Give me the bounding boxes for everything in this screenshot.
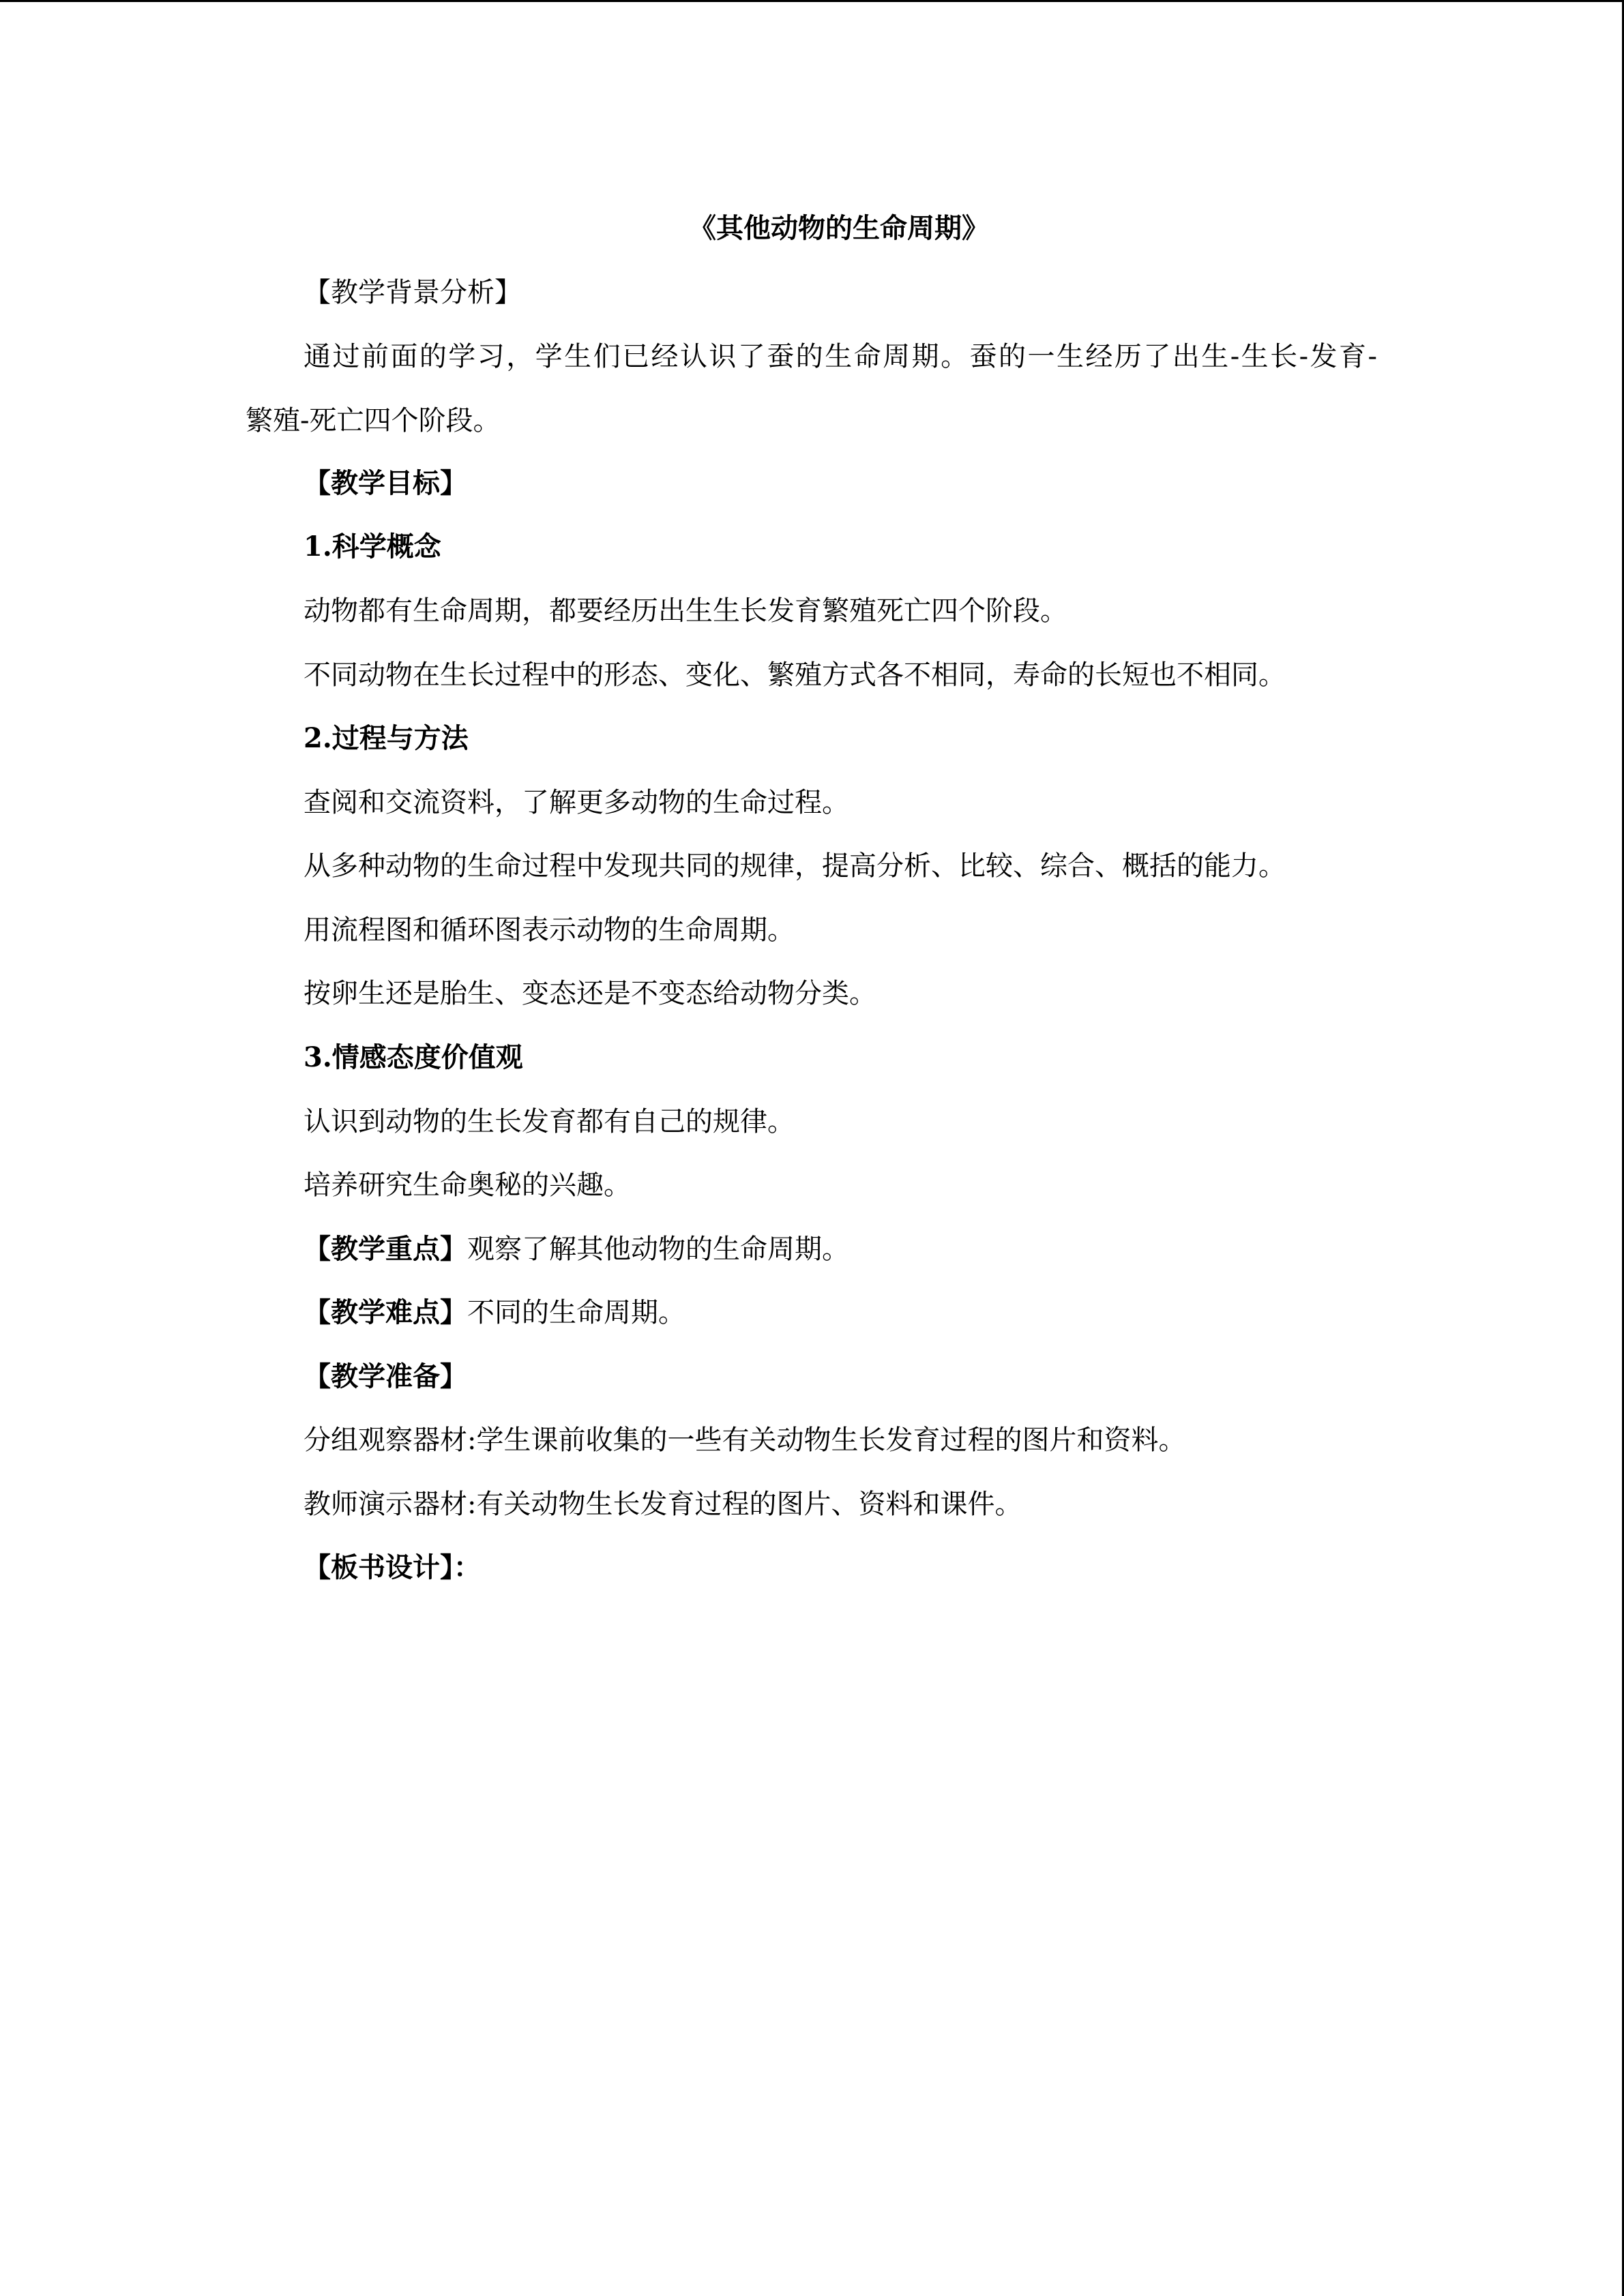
goals-heading: 【教学目标】: [304, 467, 467, 499]
prep-heading: 【教学准备】: [304, 1360, 467, 1392]
goal1-heading: 1.科学概念: [304, 531, 441, 563]
goal1-item: 动物都有生命周期，都要经历出生生长发育繁殖死亡四个阶段。: [304, 595, 1067, 627]
goal2-item: 查阅和交流资料，了解更多动物的生命过程。: [304, 787, 849, 818]
goal2-heading: 2.过程与方法: [304, 722, 469, 754]
background-text-line-1: 通过前面的学习，学生们已经认识了蚕的生命周期。蚕的一生经历了出生-生长-发育-: [304, 341, 1377, 372]
goal1-item: 不同动物在生长过程中的形态、变化、繁殖方式各不相同，寿命的长短也不相同。: [304, 659, 1286, 691]
difficulty-text: 不同的生命周期。: [467, 1297, 685, 1328]
key-point-text: 观察了解其他动物的生命周期。: [467, 1234, 849, 1265]
key-point-label: 【教学重点】: [304, 1233, 467, 1265]
board-heading: 【板书设计】：: [304, 1551, 481, 1583]
goal3-item: 培养研究生命奥秘的兴趣。: [304, 1169, 631, 1201]
goal3-heading: 3.情感态度价值观: [304, 1041, 523, 1073]
goal2-item: 用流程图和循环图表示动物的生命周期。: [304, 914, 795, 946]
background-text-line-2: 繁殖-死亡四个阶段。: [246, 405, 501, 436]
goal3-item: 认识到动物的生长发育都有自己的规律。: [304, 1106, 795, 1137]
background-heading: 【教学背景分析】: [304, 277, 522, 308]
prep-item: 分组观察器材:学生课前收集的一些有关动物生长发育过程的图片和资料。: [304, 1425, 1186, 1456]
key-point-line: [304, 1230, 849, 1268]
goal2-item: 按卵生还是胎生、变态还是不变态给动物分类。: [304, 978, 876, 1009]
prep-item: 教师演示器材:有关动物生长发育过程的图片、资料和课件。: [304, 1489, 1022, 1520]
difficulty-line: [304, 1294, 685, 1332]
difficulty-label: 【教学难点】: [304, 1296, 467, 1328]
goal2-item: 从多种动物的生命过程中发现共同的规律，提高分析、比较、综合、概括的能力。: [304, 850, 1286, 882]
document-title: 《其他动物的生命周期》: [689, 212, 989, 244]
